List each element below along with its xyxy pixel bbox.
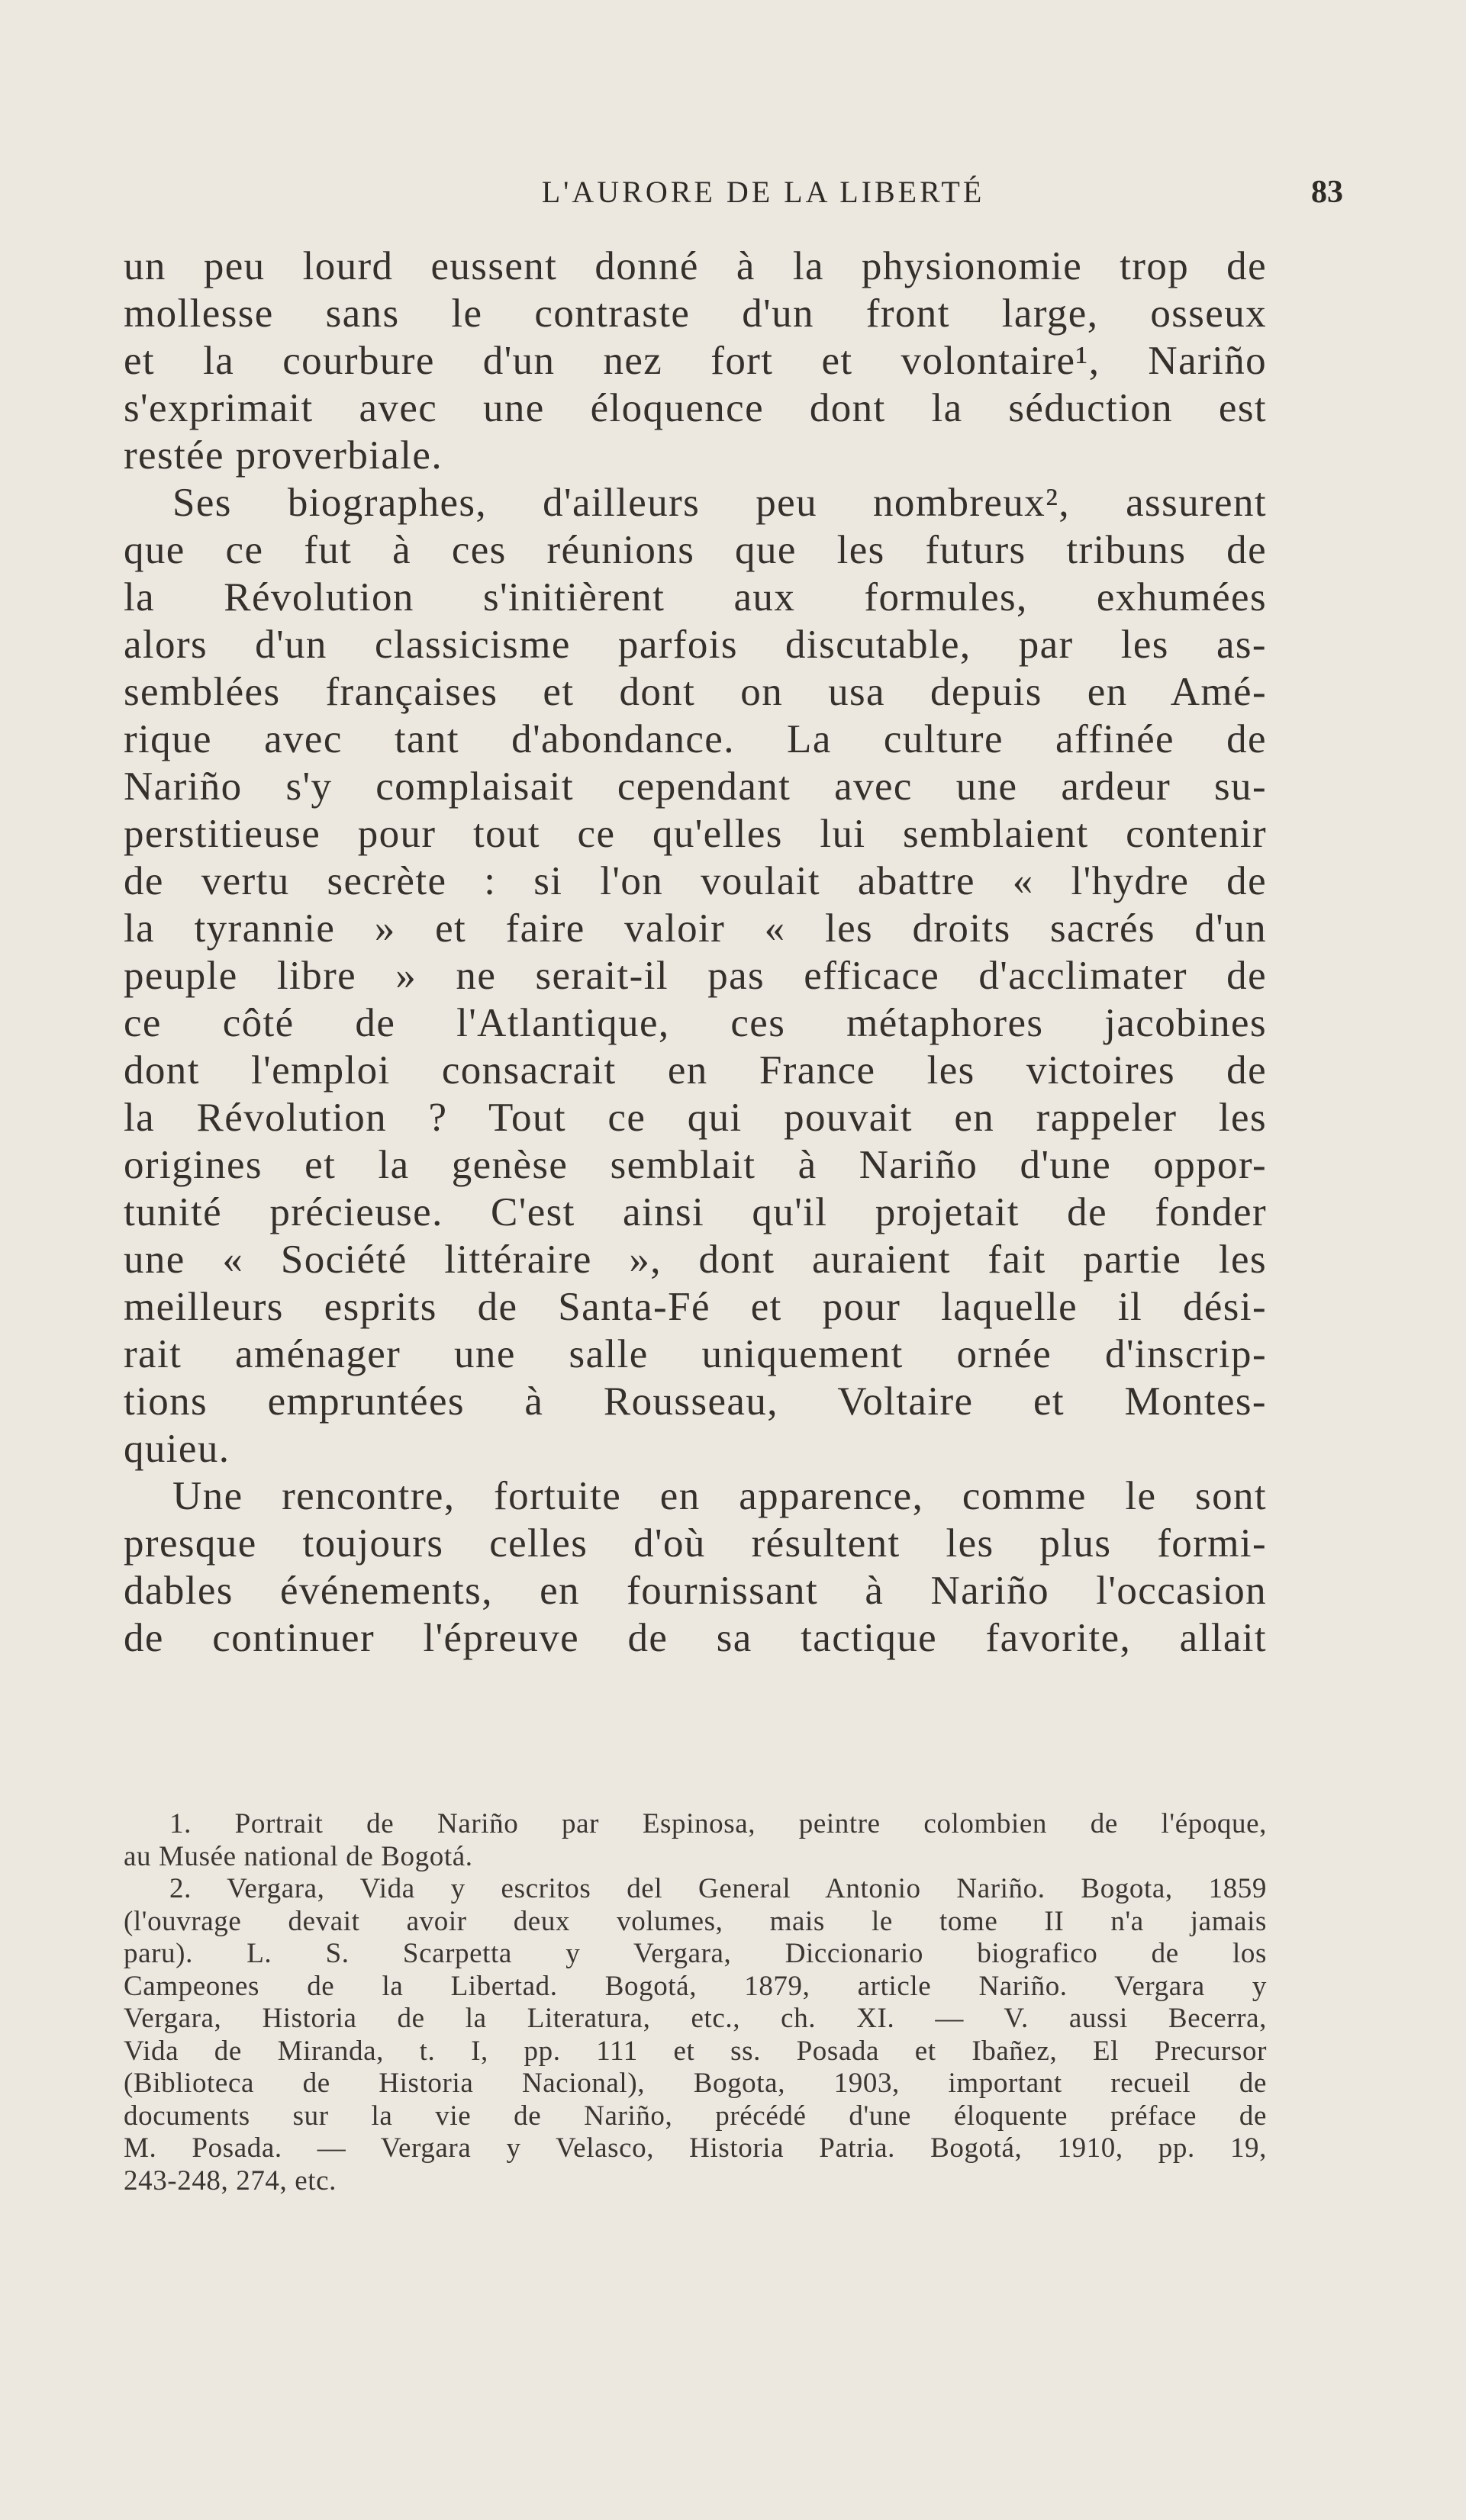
- body-line: semblées françaises et dont on usa depuis en Amé-: [124, 670, 1267, 714]
- body-line: meilleurs esprits de Santa-Fé et pour laquelle il dési-: [124, 1285, 1267, 1329]
- body-line: s'exprimait avec une éloquence dont la séduction est: [124, 386, 1267, 430]
- body-line: et la courbure d'un nez fort et volontaire¹, Nariño: [124, 339, 1267, 383]
- body-line: mollesse sans le contraste d'un front large, osseux: [124, 291, 1267, 336]
- body-line: rique avec tant d'abondance. La culture affinée de: [124, 717, 1267, 761]
- body-line: rait aménager une salle uniquement ornée d'inscrip-: [124, 1332, 1267, 1376]
- footnote-line: 243-248, 274, etc.: [124, 2164, 337, 2197]
- running-head: [122, 174, 1343, 220]
- body-line: Une rencontre, fortuite en apparence, comme le sont: [172, 1474, 1267, 1518]
- body-line: une « Société littéraire », dont auraient fait partie les: [124, 1237, 1267, 1282]
- body-line: presque toujours celles d'où résultent les plus formi-: [124, 1521, 1267, 1566]
- page-number: 83: [1311, 175, 1343, 210]
- body-line: peuple libre » ne serait-il pas efficace d'acclimater de: [124, 954, 1267, 998]
- body-line: dont l'emploi consacrait en France les victoires de: [124, 1048, 1267, 1093]
- running-title: L'AURORE DE LA LIBERTÉ: [541, 175, 985, 209]
- body-line: tunité précieuse. C'est ainsi qu'il projetait de fonder: [124, 1190, 1267, 1234]
- body-line: tions empruntées à Rousseau, Voltaire et Montes-: [124, 1379, 1267, 1424]
- body-line: perstitieuse pour tout ce qu'elles lui semblaient contenir: [124, 812, 1267, 856]
- body-line: la Révolution s'initièrent aux formules, exhumées: [124, 575, 1267, 620]
- body-line: alors d'un classicisme parfois discutable, par les as-: [124, 623, 1267, 667]
- body-line: un peu lourd eussent donné à la physionomie trop de: [124, 244, 1267, 288]
- body-line: Ses biographes, d'ailleurs peu nombreux², assurent: [172, 481, 1267, 525]
- body-line: Nariño s'y complaisait cependant avec une ardeur su-: [124, 764, 1267, 809]
- footnotes: [124, 1808, 1267, 2197]
- body-line: dables événements, en fournissant à Nariño l'occasion: [124, 1569, 1267, 1613]
- body-line: restée proverbiale.: [124, 433, 443, 478]
- body-text: [124, 243, 1267, 1662]
- body-line: origines et la genèse semblait à Nariño d'une oppor-: [124, 1143, 1267, 1187]
- footnote-line: au Musée national de Bogotá.: [124, 1840, 473, 1872]
- footnote-line: Vida de Miranda, t. I, pp. 111 et ss. Posada et Ibañez, El Precursor: [124, 2035, 1267, 2067]
- footnote-line: paru). L. S. Scarpetta y Vergara, Diccionario biografico de los: [124, 1938, 1267, 1969]
- body-line: que ce fut à ces réunions que les futurs tribuns de: [124, 528, 1267, 572]
- footnote-line: 2. Vergara, Vida y escritos del General Antonio Nariño. Bogota, 1859: [169, 1873, 1267, 1904]
- footnote-line: (Biblioteca de Historia Nacional), Bogota, 1903, important recueil de: [124, 2068, 1267, 2099]
- body-line: la tyrannie » et faire valoir « les droits sacrés d'un: [124, 906, 1267, 951]
- footnote-line: (l'ouvrage devait avoir deux volumes, mais le tome II n'a jamais: [124, 1905, 1267, 1937]
- body-line: quieu.: [124, 1427, 230, 1471]
- footnote-line: 1. Portrait de Nariño par Espinosa, peintre colombien de l'époque,: [169, 1808, 1267, 1839]
- footnote-line: Vergara, Historia de la Literatura, etc., ch. XI. — V. aussi Becerra,: [124, 2003, 1267, 2034]
- body-line: ce côté de l'Atlantique, ces métaphores jacobines: [124, 1001, 1267, 1045]
- footnote-line: Campeones de la Libertad. Bogotá, 1879, article Nariño. Vergara y: [124, 1970, 1267, 2002]
- footnote-line: documents sur la vie de Nariño, précédé d'une éloquente préface de: [124, 2100, 1267, 2132]
- body-line: la Révolution ? Tout ce qui pouvait en rappeler les: [124, 1096, 1267, 1140]
- body-line: de continuer l'épreuve de sa tactique favorite, allait: [124, 1616, 1267, 1660]
- body-line: de vertu secrète : si l'on voulait abattre « l'hydre de: [124, 859, 1267, 903]
- footnote-line: M. Posada. — Vergara y Velasco, Historia Patria. Bogotá, 1910, pp. 19,: [124, 2132, 1267, 2164]
